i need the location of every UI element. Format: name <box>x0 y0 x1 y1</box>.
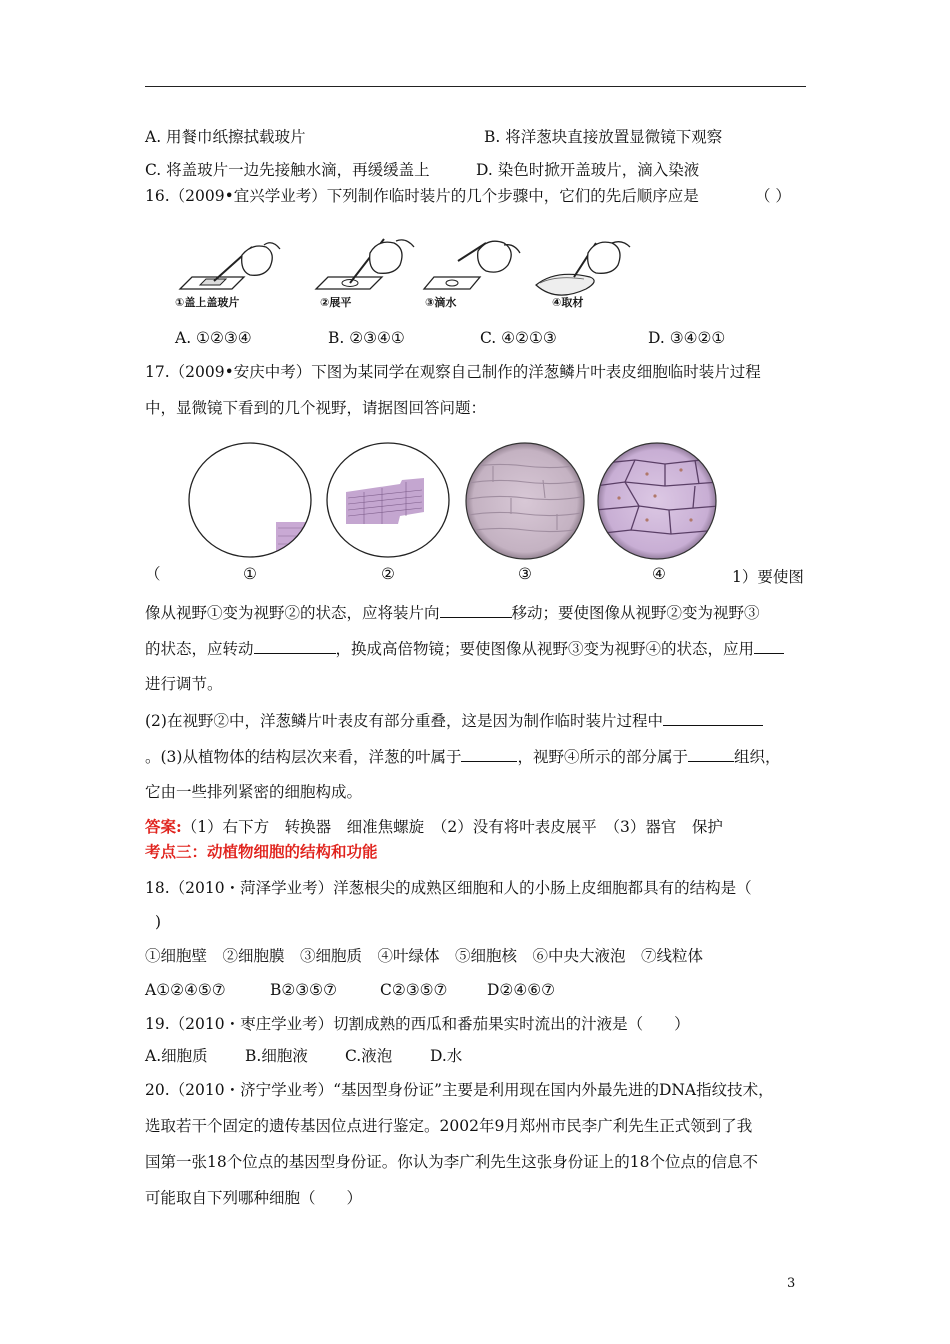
answer-text: （1）右下方 转换器 细准焦螺旋 （2）没有将叶表皮展平 （3）器官 保护 <box>181 818 723 836</box>
q16-option-c: C. ④②①③ <box>480 329 557 347</box>
q19-option-c: C.液泡 <box>345 1047 393 1065</box>
answer-blank[interactable] <box>440 602 512 618</box>
answer-blank[interactable] <box>688 746 734 762</box>
q15-option-a: A. 用餐巾纸擦拭载玻片 <box>145 128 306 146</box>
q17-sub2-line <box>145 710 763 731</box>
view-label-1: ① <box>243 565 257 583</box>
q20-line-4: 可能取自下列哪种细胞（ ） <box>145 1189 363 1207</box>
q17-answer <box>145 817 723 837</box>
q17-sub3-line <box>145 746 781 767</box>
q16-option-b: B. ②③④① <box>328 329 405 347</box>
microscope-view-3 <box>463 440 587 566</box>
q17-left-paren: （ <box>145 565 161 583</box>
q20-line-1: 20.（2010・济宁学业考）“基因型身份证”主要是利用现在国内外最先进的DNA指纹技术， <box>145 1081 774 1099</box>
q17-text: ，换成高倍物镜；要使图像从视野③变为视野④的状态，应用 <box>335 640 755 658</box>
page-number: 3 <box>787 1276 796 1291</box>
q18-bracket-close: ) <box>155 913 162 931</box>
q15-option-d: D. 染色时掀开盖玻片，滴入染液 <box>476 161 700 179</box>
step-figure-4 <box>530 233 650 313</box>
q17-line-1: 17.（2009•安庆中考）下图为某同学在观察自己制作的洋葱鳞片叶表皮细胞临时装片过程 <box>145 363 761 381</box>
q19-stem: 19.（2010・枣庄学业考）切割成熟的西瓜和番茄果实时流出的汁液是（ ） <box>145 1015 690 1033</box>
q18-option-d: D②④⑥⑦ <box>487 981 556 999</box>
q17-text: ，视野④所示的部分属于 <box>517 748 688 766</box>
section-3-heading: 考点三：动植物细胞的结构和功能 <box>145 842 378 861</box>
q17-text: 的状态，应转动 <box>145 640 254 658</box>
q18-stem: 18.（2010・菏泽学业考）洋葱根尖的成熟区细胞和人的小肠上皮细胞都具有的结构是（ <box>145 879 752 897</box>
q15-option-b: B. 将洋葱块直接放置显微镜下观察 <box>484 128 723 146</box>
view-label-4: ④ <box>652 565 666 583</box>
q16-bracket: （ ） <box>755 187 791 205</box>
q17-part1-end: 1）要使图 <box>732 568 804 586</box>
q19-option-d: D.水 <box>430 1047 463 1065</box>
q17-text: 像从视野①变为视野②的状态，应将装片向 <box>145 604 440 622</box>
q20-line-3: 国第一张18个位点的基因型身份证。你认为李广利先生这张身份证上的18个位点的信息不 <box>145 1153 758 1171</box>
microscope-view-1 <box>186 440 316 564</box>
microscope-view-4 <box>595 440 719 566</box>
q19-option-a: A.细胞质 <box>145 1047 208 1065</box>
q20-line-2: 选取若干个固定的遗传基因位点进行鉴定。2002年9月郑州市民李广利先生正式领到了我 <box>145 1117 753 1135</box>
q16-stem: 16.（2009•宜兴学业考）下列制作临时装片的几个步骤中，它们的先后顺序应是 <box>145 187 699 205</box>
step-caption-3: ③滴水 <box>425 296 457 309</box>
step-caption-2: ②展平 <box>320 296 352 309</box>
q15-option-c: C. 将盖玻片一边先接触水滴，再缓缓盖上 <box>145 161 430 179</box>
q17-text: 组织， <box>733 748 781 766</box>
q17-text: 。(3)从植物体的结构层次来看，洋葱的叶属于 <box>145 748 462 766</box>
microscope-view-2 <box>324 440 454 564</box>
q16-option-d: D. ③④②① <box>648 329 726 347</box>
answer-blank[interactable] <box>254 638 336 654</box>
step-caption-1: ①盖上盖玻片 <box>175 296 240 309</box>
header-rule <box>145 86 806 87</box>
q17-sub3-line-b: 它由一些排列紧密的细胞构成。 <box>145 783 363 801</box>
q17-text: 移动；要使图像从视野②变为视野③ <box>511 604 760 622</box>
q18-option-a: A①②④⑤⑦ <box>145 981 226 999</box>
q17-sub1-line-c: 进行调节。 <box>145 675 223 693</box>
q18-option-c: C②③⑤⑦ <box>380 981 448 999</box>
view-label-3: ③ <box>518 565 532 583</box>
view-label-2: ② <box>381 565 395 583</box>
answer-blank[interactable] <box>663 710 763 726</box>
q16-option-a: A. ①②③④ <box>175 329 252 347</box>
q17-sub1-line-b <box>145 638 784 659</box>
step-caption-4: ④取材 <box>552 296 584 309</box>
q18-items: ①细胞壁 ②细胞膜 ③细胞质 ④叶绿体 ⑤细胞核 ⑥中央大液泡 ⑦线粒体 <box>145 947 704 965</box>
q17-sub1-line-a <box>145 602 760 623</box>
q19-option-b: B.细胞液 <box>245 1047 308 1065</box>
answer-label: 答案: <box>145 817 182 836</box>
q17-line-2: 中，显微镜下看到的几个视野，请据图回答问题： <box>145 399 487 417</box>
answer-blank[interactable] <box>461 746 517 762</box>
q18-option-b: B②③⑤⑦ <box>270 981 337 999</box>
answer-blank[interactable] <box>754 638 784 654</box>
q17-text: (2)在视野②中，洋葱鳞片叶表皮有部分重叠，这是因为制作临时装片过程中 <box>145 712 663 730</box>
